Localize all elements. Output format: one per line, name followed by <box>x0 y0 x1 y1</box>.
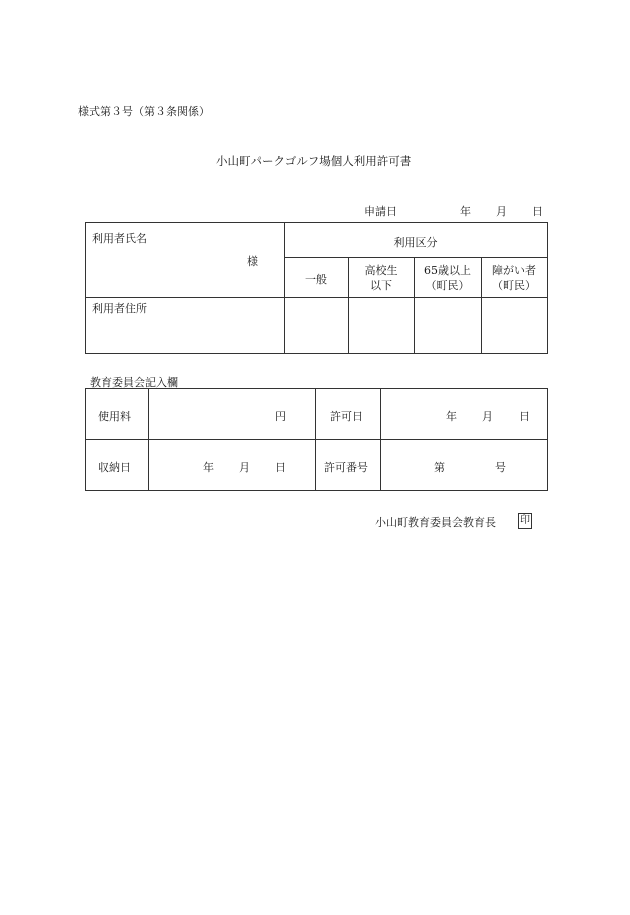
category-label-sub: 以下 <box>370 279 392 292</box>
honorific: 様 <box>247 255 258 268</box>
receipt-date-label: 収納日 <box>98 461 131 474</box>
application-date-month: 月 <box>496 205 507 218</box>
category-senior <box>414 263 481 293</box>
document-title: 小山町パークゴルフ場個人利用許可書 <box>216 154 412 168</box>
receipt-date-month: 月 <box>239 461 250 474</box>
category-high-school <box>348 263 414 293</box>
table-border <box>85 222 548 223</box>
applicant-name-label: 利用者氏名 <box>92 232 147 245</box>
permit-date-year: 年 <box>446 410 457 423</box>
table-border <box>85 222 86 353</box>
seal-mark: 印 <box>518 513 532 529</box>
category-label: 高校生 <box>364 264 398 277</box>
issuer-name: 小山町教育委員会教育長 <box>375 516 496 529</box>
receipt-date-year: 年 <box>203 461 214 474</box>
permit-date-month: 月 <box>482 410 493 423</box>
fee-unit: 円 <box>275 410 286 423</box>
permit-number-prefix: 第 <box>434 461 445 474</box>
receipt-date-day: 日 <box>275 461 286 474</box>
table-divider <box>85 439 548 440</box>
form-number: 様式第３号（第３条関係） <box>78 105 210 118</box>
permit-number-suffix: 号 <box>495 461 506 474</box>
fee-label: 使用料 <box>98 410 131 423</box>
table-border <box>85 388 548 389</box>
category-disabled <box>481 263 547 293</box>
table-border <box>85 388 86 490</box>
table-divider <box>380 388 381 490</box>
table-divider <box>315 388 316 490</box>
table-border <box>85 490 548 491</box>
table-divider <box>284 257 548 258</box>
category-general <box>284 271 348 287</box>
category-label-sub: （町民） <box>492 279 536 292</box>
board-section-heading: 教育委員会記入欄 <box>90 376 178 389</box>
permit-date-day: 日 <box>519 410 530 423</box>
category-label: 一般 <box>305 273 327 286</box>
category-label: 障がい者 <box>492 264 536 277</box>
table-border <box>85 353 548 354</box>
application-date-label: 申請日 <box>364 205 397 218</box>
application-date-year: 年 <box>460 205 471 218</box>
permit-date-label: 許可日 <box>330 410 363 423</box>
applicant-address-label: 利用者住所 <box>92 302 147 315</box>
table-border <box>547 222 548 353</box>
category-label: 65歳以上 <box>424 264 471 277</box>
usage-category-header: 利用区分 <box>393 236 438 249</box>
table-border <box>547 388 548 490</box>
table-divider <box>85 297 548 298</box>
permit-number-label: 許可番号 <box>324 461 368 474</box>
table-divider <box>148 388 149 490</box>
category-label-sub: （町民） <box>425 279 470 292</box>
application-date-day: 日 <box>532 205 543 218</box>
